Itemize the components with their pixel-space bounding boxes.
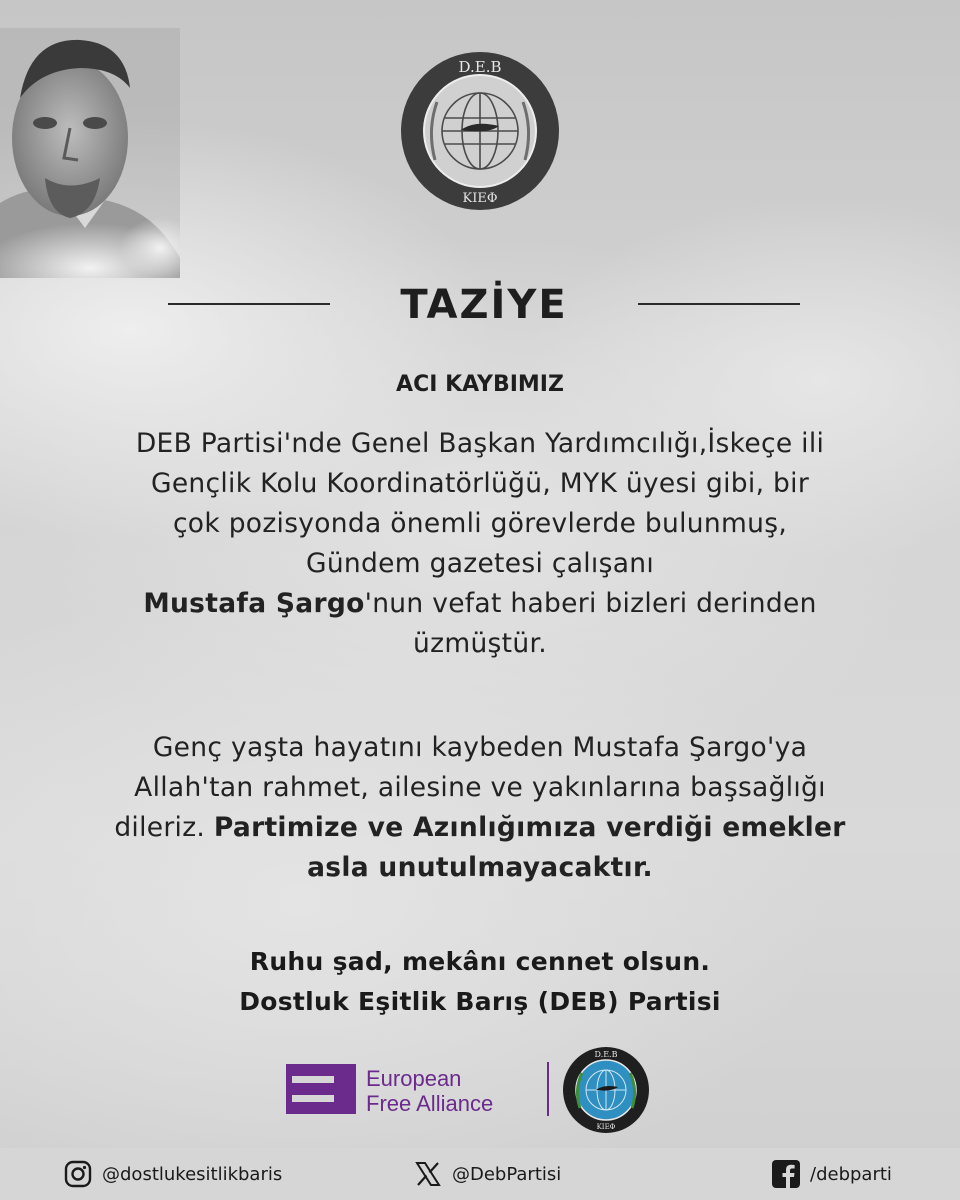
paragraph-line: Gündem gazetesi çalışanı bbox=[306, 548, 654, 579]
paragraph-text: 'nun vefat haberi bizleri derinden bbox=[364, 588, 817, 619]
efa-line-2: Free Alliance bbox=[366, 1091, 494, 1116]
facebook-link[interactable] bbox=[772, 1160, 892, 1188]
title-rule-left bbox=[168, 303, 330, 305]
efa-line-1: European bbox=[366, 1066, 462, 1091]
paragraph-line: Genç yaşta hayatını kaybeden Mustafa Şargo'ya bbox=[152, 732, 808, 763]
instagram-link[interactable] bbox=[64, 1160, 282, 1188]
party-logo-bottom bbox=[562, 1046, 650, 1134]
page-title: TAZİYE bbox=[400, 282, 568, 328]
efa-wordmark bbox=[366, 1066, 493, 1116]
paragraph-line: üzmüştür. bbox=[413, 628, 547, 659]
subtitle: ACI KAYBIMIZ bbox=[396, 372, 564, 397]
portrait-photo bbox=[0, 28, 180, 278]
instagram-handle: @dostlukesitlikbaris bbox=[102, 1163, 283, 1185]
party-logo-top bbox=[399, 50, 561, 212]
paragraph-line: çok pozisyonda önemli görevlerde bulunmuş, bbox=[172, 508, 788, 539]
paragraph-line bbox=[60, 584, 900, 624]
logo-small-bottom-text: ΚΙΕΦ bbox=[596, 1123, 616, 1131]
condolence-paragraph bbox=[60, 424, 900, 664]
logo-top-text: D.E.B bbox=[458, 58, 502, 76]
paragraph-line: Allah'tan rahmet, ailesine ve yakınlarına başsağlığı bbox=[134, 772, 826, 803]
efa-mark-icon bbox=[286, 1064, 356, 1114]
paragraph-line bbox=[60, 808, 900, 848]
signature-line: Dostluk Eşitlik Barış (DEB) Partisi bbox=[239, 987, 721, 1016]
closing-line: Ruhu şad, mekânı cennet olsun. bbox=[249, 947, 711, 976]
x-icon bbox=[414, 1160, 442, 1188]
paragraph-bold-text: asla unutulmayacaktır. bbox=[307, 852, 653, 883]
title-rule-right bbox=[638, 303, 800, 305]
deceased-name: Mustafa Şargo bbox=[143, 588, 365, 619]
social-footer bbox=[0, 1148, 960, 1200]
closing-block bbox=[0, 942, 960, 1022]
x-handle: @DebPartisi bbox=[452, 1163, 562, 1185]
paragraph-line: Gençlik Kolu Koordinatörlüğü, MYK üyesi gibi, bir bbox=[150, 468, 810, 499]
paragraph-text: dileriz. bbox=[114, 812, 214, 843]
paragraph-line bbox=[60, 848, 900, 888]
logo-small-top-text: D.E.B bbox=[594, 1050, 618, 1059]
prayer-paragraph bbox=[60, 728, 900, 888]
efa-logo bbox=[286, 1062, 536, 1116]
logo-bottom-text: ΚΙΕΦ bbox=[462, 191, 498, 206]
paragraph-line: DEB Partisi'nde Genel Başkan Yardımcılığı,İskeçe ili bbox=[135, 428, 825, 459]
logo-divider bbox=[547, 1062, 549, 1116]
instagram-icon bbox=[64, 1160, 92, 1188]
facebook-handle: /debparti bbox=[810, 1163, 892, 1185]
paragraph-bold-text: Partimize ve Azınlığımıza verdiği emekler bbox=[213, 812, 846, 843]
x-link[interactable] bbox=[414, 1160, 561, 1188]
facebook-icon bbox=[772, 1160, 800, 1188]
